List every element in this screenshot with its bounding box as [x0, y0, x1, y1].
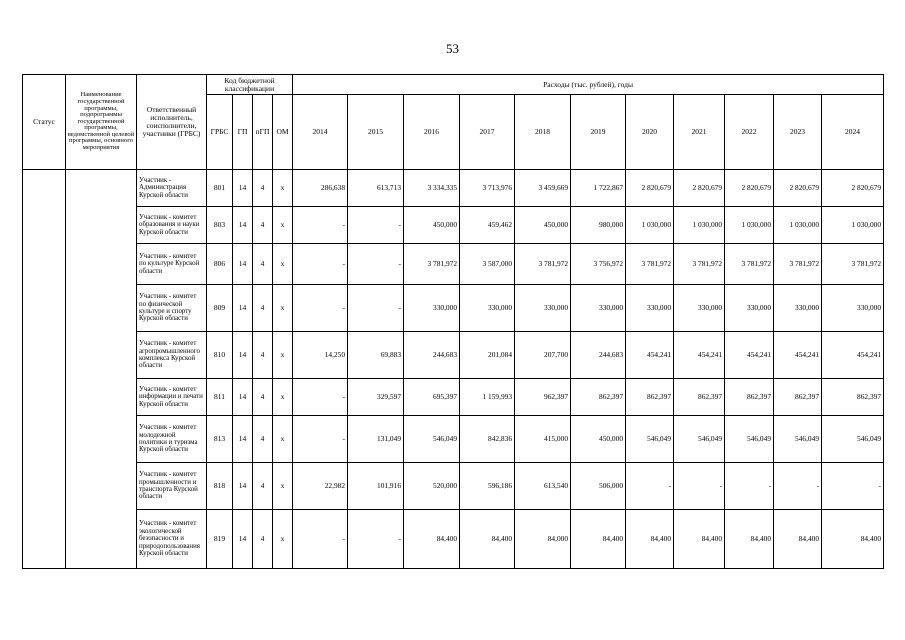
table-row: [23, 416, 884, 463]
value-cell: 546,049: [725, 416, 774, 463]
value-cell: 1 030,000: [626, 207, 674, 244]
header-executor: Ответственный исполнитель, соисполнители, участники (ГРБС): [137, 75, 207, 170]
value-cell: 330,000: [626, 285, 674, 332]
executor-cell: Участник - комитет молодежной политики и туризма Курской области: [137, 416, 207, 463]
code-grbs-cell: 819: [207, 510, 233, 569]
value-cell: -: [348, 510, 404, 569]
value-cell: 2 820,679: [774, 170, 822, 207]
table-row: [23, 379, 884, 416]
code-gp-cell: 14: [233, 207, 253, 244]
code-grbs-cell: 806: [207, 244, 233, 285]
value-cell: 415,000: [515, 416, 571, 463]
value-cell: 3 713,976: [460, 170, 515, 207]
value-cell: 1 030,000: [725, 207, 774, 244]
code-grbs-cell: 818: [207, 463, 233, 510]
value-cell: 1 159,993: [460, 379, 515, 416]
value-cell: 1 722,867: [571, 170, 626, 207]
value-cell: -: [822, 463, 884, 510]
value-cell: 2 820,679: [822, 170, 884, 207]
value-cell: -: [293, 244, 348, 285]
header-year: 2024: [822, 95, 884, 170]
value-cell: 450,000: [404, 207, 460, 244]
code-grbs-cell: 813: [207, 416, 233, 463]
code-gp-cell: 14: [233, 244, 253, 285]
header-code-om: ОМ: [273, 95, 293, 170]
table-row: [23, 244, 884, 285]
value-cell: -: [348, 207, 404, 244]
header-year: 2023: [774, 95, 822, 170]
value-cell: 1 030,000: [774, 207, 822, 244]
code-gp-cell: 14: [233, 332, 253, 379]
code-om-cell: х: [273, 510, 293, 569]
value-cell: 980,000: [571, 207, 626, 244]
value-cell: 84,400: [822, 510, 884, 569]
value-cell: 3 781,972: [822, 244, 884, 285]
executor-cell: Участник - комитет по культуре Курской области: [137, 244, 207, 285]
value-cell: 3 781,972: [774, 244, 822, 285]
code-pgp-cell: 4: [253, 510, 273, 569]
table-row: [23, 510, 884, 569]
value-cell: 596,186: [460, 463, 515, 510]
executor-cell: Участник - комитет промышленности и транспорта Курской области: [137, 463, 207, 510]
value-cell: -: [293, 207, 348, 244]
header-name: Наименование государственной программы, подпрограммы государственной программы, ведомственной целевой программы, основного мероприятия: [66, 75, 137, 170]
value-cell: 84,400: [460, 510, 515, 569]
value-cell: 3 781,972: [725, 244, 774, 285]
code-pgp-cell: 4: [253, 207, 273, 244]
value-cell: 546,049: [674, 416, 725, 463]
code-om-cell: х: [273, 207, 293, 244]
value-cell: 330,000: [774, 285, 822, 332]
value-cell: -: [293, 416, 348, 463]
value-cell: 842,836: [460, 416, 515, 463]
value-cell: 14,250: [293, 332, 348, 379]
code-gp-cell: 14: [233, 463, 253, 510]
value-cell: 22,982: [293, 463, 348, 510]
value-cell: 546,049: [774, 416, 822, 463]
value-cell: -: [674, 463, 725, 510]
value-cell: 3 587,000: [460, 244, 515, 285]
value-cell: -: [293, 285, 348, 332]
value-cell: 3 781,972: [626, 244, 674, 285]
code-gp-cell: 14: [233, 510, 253, 569]
value-cell: -: [774, 463, 822, 510]
value-cell: 330,000: [515, 285, 571, 332]
value-cell: 459,462: [460, 207, 515, 244]
table-row: [23, 285, 884, 332]
header-year: 2017: [460, 95, 515, 170]
value-cell: 862,397: [674, 379, 725, 416]
value-cell: 201,084: [460, 332, 515, 379]
header-code-group: Код бюджетной классификации: [207, 75, 293, 95]
code-gp-cell: 14: [233, 416, 253, 463]
value-cell: 862,397: [571, 379, 626, 416]
value-cell: 454,241: [626, 332, 674, 379]
value-cell: -: [293, 379, 348, 416]
header-year: 2014: [293, 95, 348, 170]
header-year: 2020: [626, 95, 674, 170]
value-cell: 330,000: [674, 285, 725, 332]
code-om-cell: х: [273, 379, 293, 416]
header-year: 2015: [348, 95, 404, 170]
code-grbs-cell: 810: [207, 332, 233, 379]
value-cell: 862,397: [725, 379, 774, 416]
executor-cell: Участник - комитет по физической культуре и спорту Курской области: [137, 285, 207, 332]
executor-cell: Участник - комитет экологической безопасности и природопользования Курской области: [137, 510, 207, 569]
code-pgp-cell: 4: [253, 463, 273, 510]
value-cell: 454,241: [725, 332, 774, 379]
code-grbs-cell: 811: [207, 379, 233, 416]
value-cell: 207,700: [515, 332, 571, 379]
code-gp-cell: 14: [233, 285, 253, 332]
code-pgp-cell: 4: [253, 379, 273, 416]
value-cell: 454,241: [822, 332, 884, 379]
value-cell: 84,400: [626, 510, 674, 569]
value-cell: 454,241: [674, 332, 725, 379]
value-cell: 962,397: [515, 379, 571, 416]
value-cell: 69,883: [348, 332, 404, 379]
code-pgp-cell: 4: [253, 285, 273, 332]
status-cell: [23, 170, 66, 569]
value-cell: 3 334,335: [404, 170, 460, 207]
code-gp-cell: 14: [233, 170, 253, 207]
name-cell: [66, 170, 137, 569]
value-cell: 84,400: [725, 510, 774, 569]
value-cell: 84,400: [774, 510, 822, 569]
code-gp-cell: 14: [233, 379, 253, 416]
header-year: 2022: [725, 95, 774, 170]
value-cell: 84,400: [674, 510, 725, 569]
code-grbs-cell: 809: [207, 285, 233, 332]
value-cell: 244,683: [571, 332, 626, 379]
header-year: 2021: [674, 95, 725, 170]
header-year: 2018: [515, 95, 571, 170]
executor-cell: Участник - Администрация Курской области: [137, 170, 207, 207]
header-code-gp: ГП: [233, 95, 253, 170]
header-year: 2019: [571, 95, 626, 170]
code-om-cell: х: [273, 244, 293, 285]
table-row: [23, 170, 884, 207]
code-pgp-cell: 4: [253, 170, 273, 207]
header-code-grbs: ГРБС: [207, 95, 233, 170]
value-cell: 454,241: [774, 332, 822, 379]
code-om-cell: х: [273, 463, 293, 510]
code-pgp-cell: 4: [253, 332, 273, 379]
value-cell: 329,597: [348, 379, 404, 416]
value-cell: 546,049: [404, 416, 460, 463]
value-cell: 131,049: [348, 416, 404, 463]
value-cell: 330,000: [571, 285, 626, 332]
value-cell: 3 756,972: [571, 244, 626, 285]
value-cell: -: [626, 463, 674, 510]
value-cell: 101,916: [348, 463, 404, 510]
value-cell: -: [348, 244, 404, 285]
header-status: Статус: [23, 75, 66, 170]
table-row: [23, 207, 884, 244]
value-cell: 3 459,669: [515, 170, 571, 207]
value-cell: 506,000: [571, 463, 626, 510]
page-number: 53: [446, 41, 459, 56]
value-cell: -: [348, 285, 404, 332]
value-cell: 2 820,679: [626, 170, 674, 207]
code-grbs-cell: 801: [207, 170, 233, 207]
executor-cell: Участник - комитет информации и печати Курской области: [137, 379, 207, 416]
code-grbs-cell: 803: [207, 207, 233, 244]
value-cell: 330,000: [460, 285, 515, 332]
value-cell: -: [293, 510, 348, 569]
code-om-cell: х: [273, 416, 293, 463]
code-om-cell: х: [273, 285, 293, 332]
value-cell: 546,049: [822, 416, 884, 463]
value-cell: 3 781,972: [515, 244, 571, 285]
value-cell: 862,397: [774, 379, 822, 416]
value-cell: 520,000: [404, 463, 460, 510]
value-cell: 1 030,000: [822, 207, 884, 244]
code-om-cell: х: [273, 170, 293, 207]
value-cell: 3 781,972: [404, 244, 460, 285]
value-cell: 84,400: [571, 510, 626, 569]
value-cell: 862,397: [822, 379, 884, 416]
value-cell: 330,000: [404, 285, 460, 332]
value-cell: 2 820,679: [674, 170, 725, 207]
value-cell: 1 030,000: [674, 207, 725, 244]
value-cell: 330,000: [725, 285, 774, 332]
executor-cell: Участник - комитет образования и науки Курской области: [137, 207, 207, 244]
header-expenses: Расходы (тыс. рублей), годы: [293, 75, 884, 95]
code-pgp-cell: 4: [253, 416, 273, 463]
value-cell: 84,400: [404, 510, 460, 569]
value-cell: 862,397: [626, 379, 674, 416]
value-cell: 286,638: [293, 170, 348, 207]
value-cell: -: [725, 463, 774, 510]
value-cell: 613,713: [348, 170, 404, 207]
value-cell: 244,683: [404, 332, 460, 379]
header-year: 2016: [404, 95, 460, 170]
executor-cell: Участник - комитет агропромышленного комплекса Курской области: [137, 332, 207, 379]
table-row: [23, 463, 884, 510]
value-cell: 546,049: [626, 416, 674, 463]
value-cell: 613,540: [515, 463, 571, 510]
value-cell: 2 820,679: [725, 170, 774, 207]
value-cell: 450,000: [515, 207, 571, 244]
value-cell: 84,000: [515, 510, 571, 569]
value-cell: 3 781,972: [674, 244, 725, 285]
code-om-cell: х: [273, 332, 293, 379]
header-code-pgp: пГП: [253, 95, 273, 170]
budget-table: [22, 74, 884, 569]
value-cell: 330,000: [822, 285, 884, 332]
table-row: [23, 332, 884, 379]
value-cell: 695,397: [404, 379, 460, 416]
value-cell: 450,000: [571, 416, 626, 463]
code-pgp-cell: 4: [253, 244, 273, 285]
